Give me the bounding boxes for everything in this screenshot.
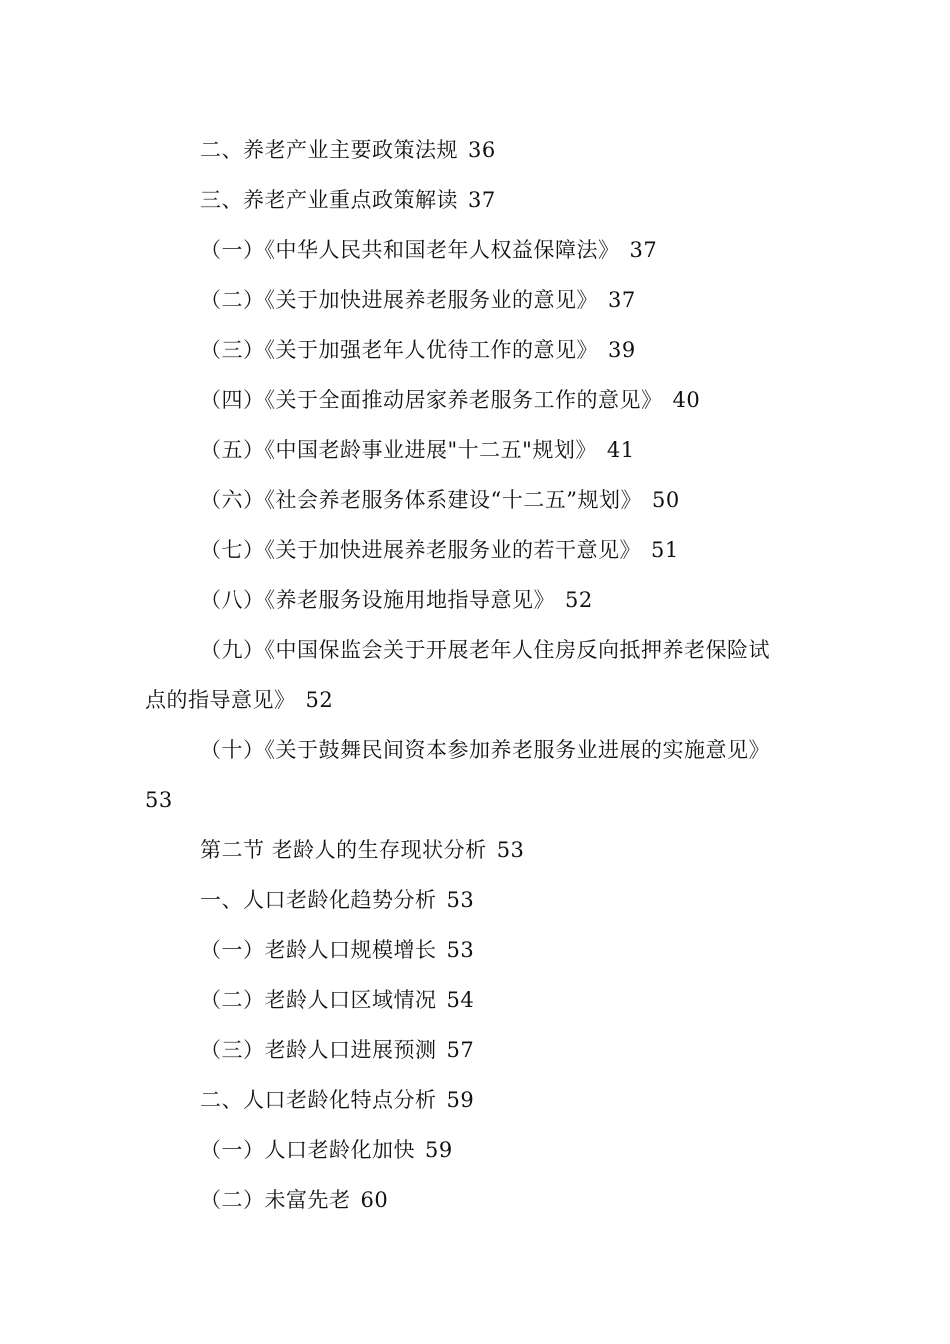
toc-entry-page: 52 <box>565 588 593 612</box>
toc-entry-title: （二）未富先老 <box>200 1188 351 1212</box>
toc-entry[interactable] <box>200 236 657 264</box>
toc-entry[interactable] <box>200 836 524 864</box>
toc-entry-title: （四）《关于全面推动居家养老服务工作的意见》 <box>200 388 663 412</box>
toc-entry-title: （十）《关于鼓舞民间资本参加养老服务业进展的实施意见》 <box>200 738 770 762</box>
toc-entry-page: 37 <box>468 188 496 212</box>
toc-entry-page: 57 <box>446 1038 475 1062</box>
toc-entry-title: （六）《社会养老服务体系建设“十二五”规划》 <box>200 488 642 512</box>
toc-entry-title: （八）《养老服务设施用地指导意见》 <box>200 588 555 612</box>
toc-entry-title: （二）老龄人口区域情况 <box>200 988 437 1012</box>
toc-entry-page: 52 <box>305 688 334 712</box>
toc-entry-page: 53 <box>446 938 475 962</box>
toc-entry-continuation[interactable] <box>145 686 333 714</box>
toc-entry-page: 54 <box>446 988 475 1012</box>
toc-entry[interactable] <box>200 1136 453 1164</box>
toc-entry[interactable] <box>200 986 474 1014</box>
toc-entry-title: （三）《关于加强老年人优待工作的意见》 <box>200 338 598 362</box>
toc-entry-page: 60 <box>360 1188 389 1212</box>
toc-entry-continuation[interactable] <box>145 786 173 814</box>
toc-entry-title: （七）《关于加快进展养老服务业的若干意见》 <box>200 538 641 562</box>
toc-entry[interactable] <box>200 586 593 614</box>
toc-entry-page: 51 <box>651 538 679 562</box>
toc-entry-title: （三）老龄人口进展预测 <box>200 1038 437 1062</box>
toc-entry-page: 40 <box>672 388 701 412</box>
toc-entry[interactable] <box>200 1036 474 1064</box>
toc-entry-title-continuation: 点的指导意见》 <box>145 688 296 712</box>
toc-entry-title: （一）《中华人民共和国老年人权益保障法》 <box>200 238 620 262</box>
toc-entry[interactable] <box>200 186 496 214</box>
toc-entry-page: 36 <box>468 138 496 162</box>
toc-entry-title: （一）人口老龄化加快 <box>200 1138 415 1162</box>
toc-entry-page: 37 <box>629 238 658 262</box>
toc-entry-title: （一）老龄人口规模增长 <box>200 938 437 962</box>
toc-entry-page: 41 <box>606 438 635 462</box>
toc-entry[interactable] <box>200 636 770 664</box>
toc-entry[interactable] <box>200 936 474 964</box>
toc-entry[interactable] <box>200 536 679 564</box>
toc-entry-page: 37 <box>608 288 636 312</box>
toc-entry-page: 59 <box>425 1138 453 1162</box>
toc-entry-page: 53 <box>496 838 525 862</box>
toc-entry[interactable] <box>200 1086 474 1114</box>
toc-entry-title: 二、养老产业主要政策法规 <box>200 138 458 162</box>
toc-entry-page: 53 <box>145 788 173 812</box>
toc-entry-page: 39 <box>608 338 636 362</box>
toc-entry[interactable] <box>200 436 635 464</box>
toc-entry-title: 第二节 老龄人的生存现状分析 <box>200 838 487 862</box>
toc-entry[interactable] <box>200 736 770 764</box>
toc-entry[interactable] <box>200 336 636 364</box>
toc-entry[interactable] <box>200 286 636 314</box>
toc-entry-title: 三、养老产业重点政策解读 <box>200 188 458 212</box>
toc-entry[interactable] <box>200 1186 388 1214</box>
toc-entry[interactable] <box>200 136 496 164</box>
toc-entry-page: 50 <box>651 488 680 512</box>
toc-entry-title: （二）《关于加快进展养老服务业的意见》 <box>200 288 598 312</box>
toc-entry-page: 53 <box>446 888 475 912</box>
toc-entry-title: （九）《中国保监会关于开展老年人住房反向抵押养老保险试 <box>200 638 770 662</box>
toc-entry-title: 一、人口老龄化趋势分析 <box>200 888 437 912</box>
toc-entry-page: 59 <box>446 1088 475 1112</box>
toc-entry-title: （五）《中国老龄事业进展"十二五"规划》 <box>200 438 597 462</box>
toc-entry-title: 二、人口老龄化特点分析 <box>200 1088 437 1112</box>
toc-entry[interactable] <box>200 486 680 514</box>
toc-entry[interactable] <box>200 386 700 414</box>
toc-entry[interactable] <box>200 886 474 914</box>
